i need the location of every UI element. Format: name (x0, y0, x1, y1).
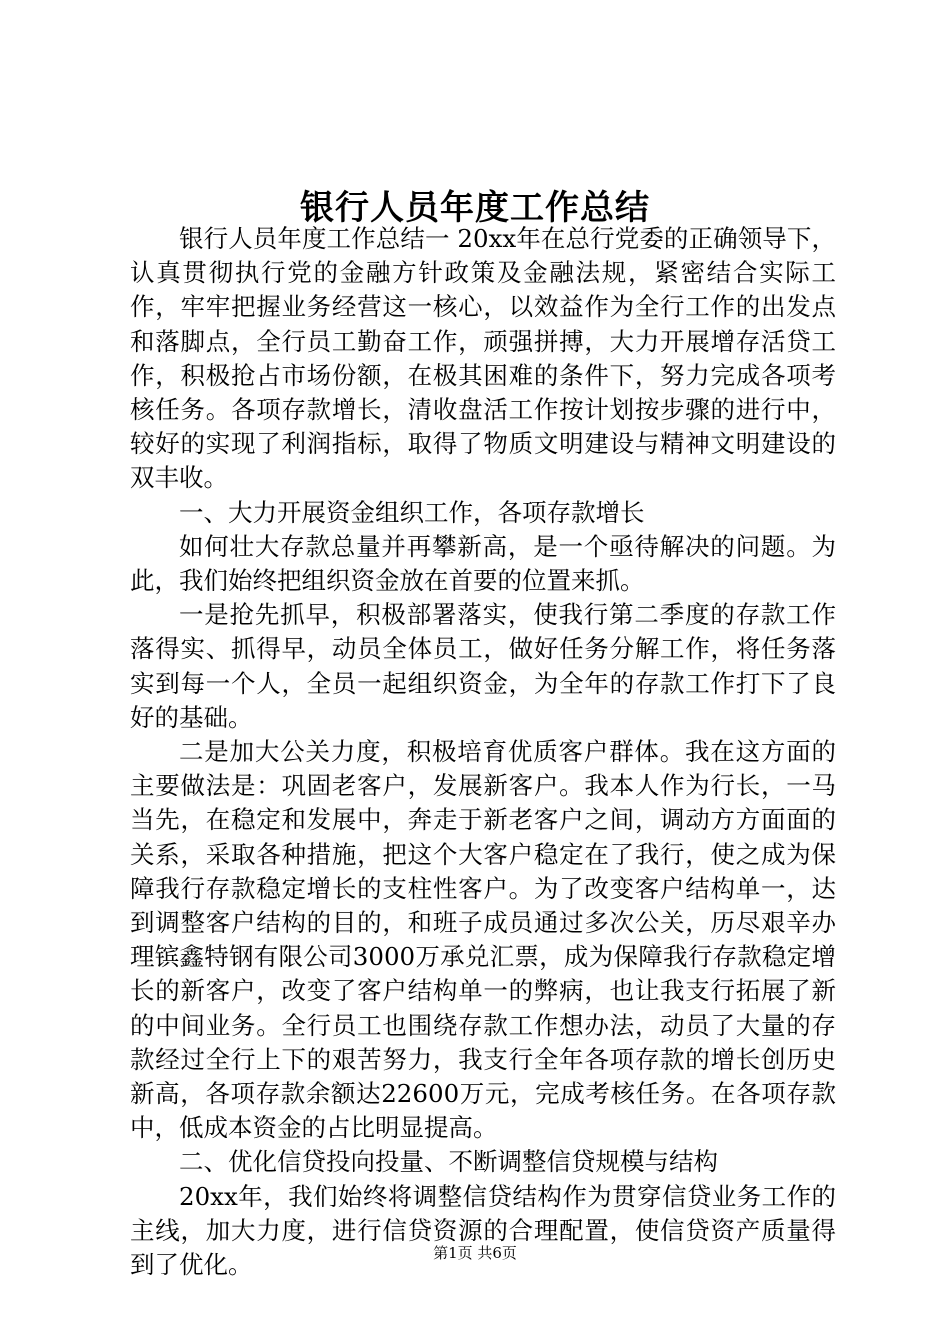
section-heading-1: 一、大力开展资金组织工作，各项存款增长 (179, 497, 645, 527)
paragraph-intro: 银行人员年度工作总结一 20xx年在总行党委的正确领导下，认真贯彻执行党的金融方针政策及金融法规，紧密结合实际工作，牢牢把握业务经营这一核心，以效益作为全行工作的出发点和落脚点，全行员工勤奋工作，顽强拼搏，大力开展增存活贷工作，积极抢占市场份额，在极其困难的条件下，努力完成各项考核任务。各项存款增长，清收盘活工作按计划按步骤的进行中，较好的实现了利润指标，取得了物质文明建设与精神文明建设的双丰收。 (130, 224, 836, 493)
document-title: 银行人员年度工作总结 (300, 188, 650, 228)
paragraph: 一是抢先抓早，积极部署落实，使我行第二季度的存款工作落得实、抓得早，动员全体员工，做好任务分解工作，将任务落实到每一个人，全员一起组织资金，为全年的存款工作打下了良好的基础。 (130, 600, 836, 732)
document-body (130, 222, 836, 1282)
section-heading-2: 二、优化信贷投向投量、不断调整信贷规模与结构 (179, 1147, 718, 1177)
page-number-footer: 第1页 共6页 (433, 1244, 517, 1262)
paragraph: 二是加大公关力度，积极培育优质客户群体。我在这方面的主要做法是：巩固老客户，发展新客户。我本人作为行长，一马当先，在稳定和发展中，奔走于新老客户之间，调动方方面面的关系，采取各种措施，把这个大客户稳定在了我行，使之成为保障我行存款稳定增长的支柱性客户。为了改变客户结构单一，达到调整客户结构的目的，和班子成员通过多次公关，历尽艰辛办理镔鑫特钢有限公司3000万承兑汇票，成为保障我行存款稳定增长的新客户，改变了客户结构单一的弊病，也让我支行拓展了新的中间业务。全行员工也围绕存款工作想办法，动员了大量的存款经过全行上下的艰苦努力，我支行全年各项存款的增长创历史新高，各项存款余额达22600万元，完成考核任务。在各项存款中，低成本资金的占比明显提高。 (130, 737, 836, 1143)
paragraph: 20xx年，我们始终将调整信贷结构作为贯穿信贷业务工作的主线，加大力度，进行信贷资源的合理配置，使信贷资产质量得到了优化。 (130, 1181, 836, 1280)
paragraph: 如何壮大存款总量并再攀新高，是一个亟待解决的问题。为此，我们始终把组织资金放在首要的位置来抓。 (130, 531, 836, 596)
